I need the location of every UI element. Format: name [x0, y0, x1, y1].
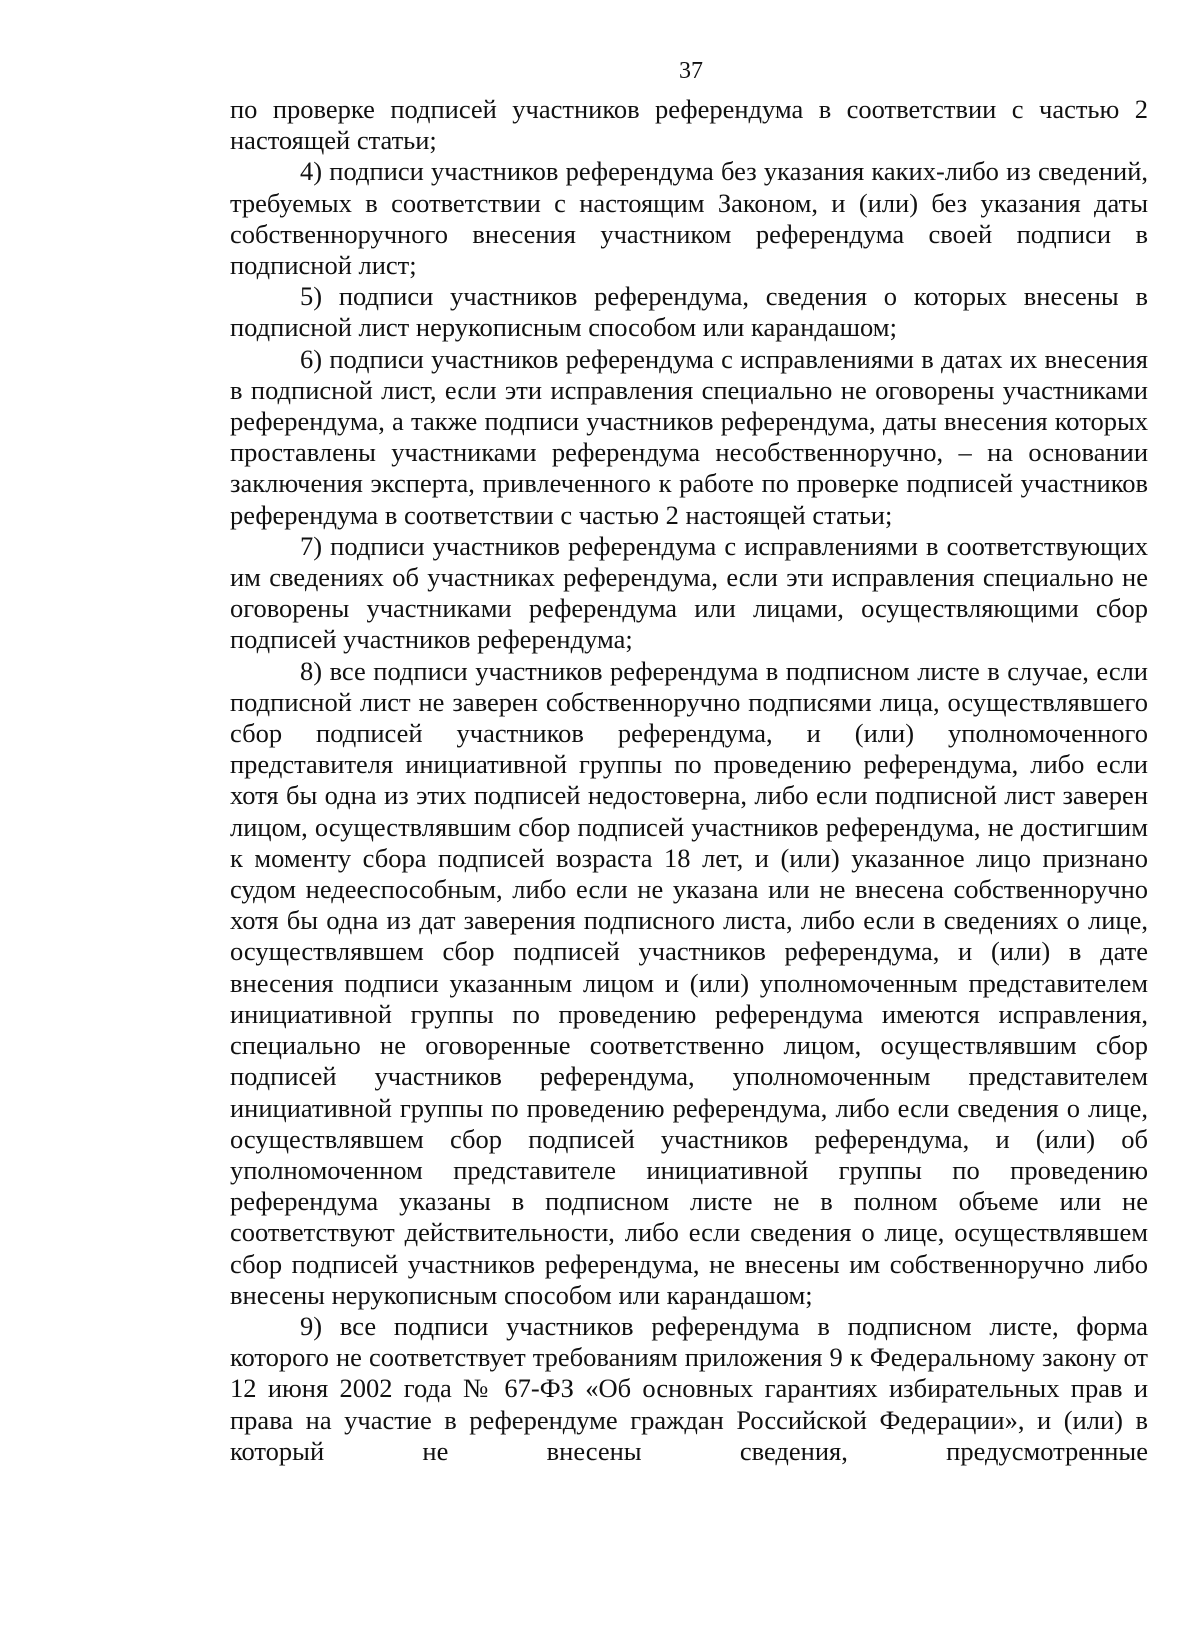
paragraph-continuation: по проверке подписей участников референдума в соответствии с частью 2 настоящей статьи;: [230, 94, 1148, 156]
page-number: 37: [679, 58, 703, 84]
paragraph-item-6: 6) подписи участников референдума с исправлениями в датах их внесения в подписной лист, если эти исправления специально не оговорены участниками референдума, а также подписи участников референдума, даты внесения которых проставлены участниками референдума несобственноручно, – на основании заключения эксперта, привлеченного к работе по проверке подписей участников референдума в соответствии с частью 2 настоящей статьи;: [230, 343, 1148, 530]
paragraph-item-8: 8) все подписи участников референдума в подписном листе в случае, если подписной лист не заверен собственноручно подписями лица, осуществлявшего сбор подписей участников референдума, и (или) уполномоченного представителя инициативной группы по проведению референдума, либо если хотя бы одна из этих подписей недостоверна, либо если подписной лист заверен лицом, осуществлявшим сбор подписей участников референдума, не достигшим к моменту сбора подписей возраста 18 лет, и (или) указанное лицо признано судом недееспособным, либо если не указана или не внесена собственноручно хотя бы одна из дат заверения подписного листа, либо если в сведениях о лице, осуществлявшем сбор подписей участников референдума, и (или) в дате внесения подписи указанным лицом и (или) уполномоченным представителем инициативной группы по проведению референдума имеются исправления, специально не оговоренные соответственно лицом, осуществлявшим сбор подписей участников референдума, уполномоченным представителем инициативной группы по проведению референдума, либо если сведения о лице, осуществлявшем сбор подписей участников референдума, и (или) об уполномоченном представителе инициативной группы по проведению референдума указаны в подписном листе не в полном объеме или не соответствуют действительности, либо если сведения о лице, осуществлявшем сбор подписей участников референдума, не внесены им собственноручно либо внесены нерукописным способом или карандашом;: [230, 655, 1148, 1310]
document-body: [230, 94, 1148, 1467]
paragraph-item-4: 4) подписи участников референдума без указания каких-либо из сведений, требуемых в соответствии с настоящим Законом, и (или) без указания даты собственноручного внесения участником референдума своей подписи в подписной лист;: [230, 156, 1148, 281]
paragraph-item-7: 7) подписи участников референдума с исправлениями в соответствующих им сведениях об участниках референдума, если эти исправления специально не оговорены участниками референдума или лицами, осуществляющими сбор подписей участников референдума;: [230, 530, 1148, 655]
paragraph-item-9: 9) все подписи участников референдума в подписном листе, форма которого не соответствует требованиям приложения 9 к Федеральному закону от 12 июня 2002 года № 67-ФЗ «Об основных гарантиях избирательных прав и права на участие в референдуме граждан Российской Федерации», и (или) в который не внесены сведения, предусмотренные: [230, 1310, 1148, 1466]
paragraph-item-5: 5) подписи участников референдума, сведения о которых внесены в подписной лист нерукописным способом или карандашом;: [230, 281, 1148, 343]
